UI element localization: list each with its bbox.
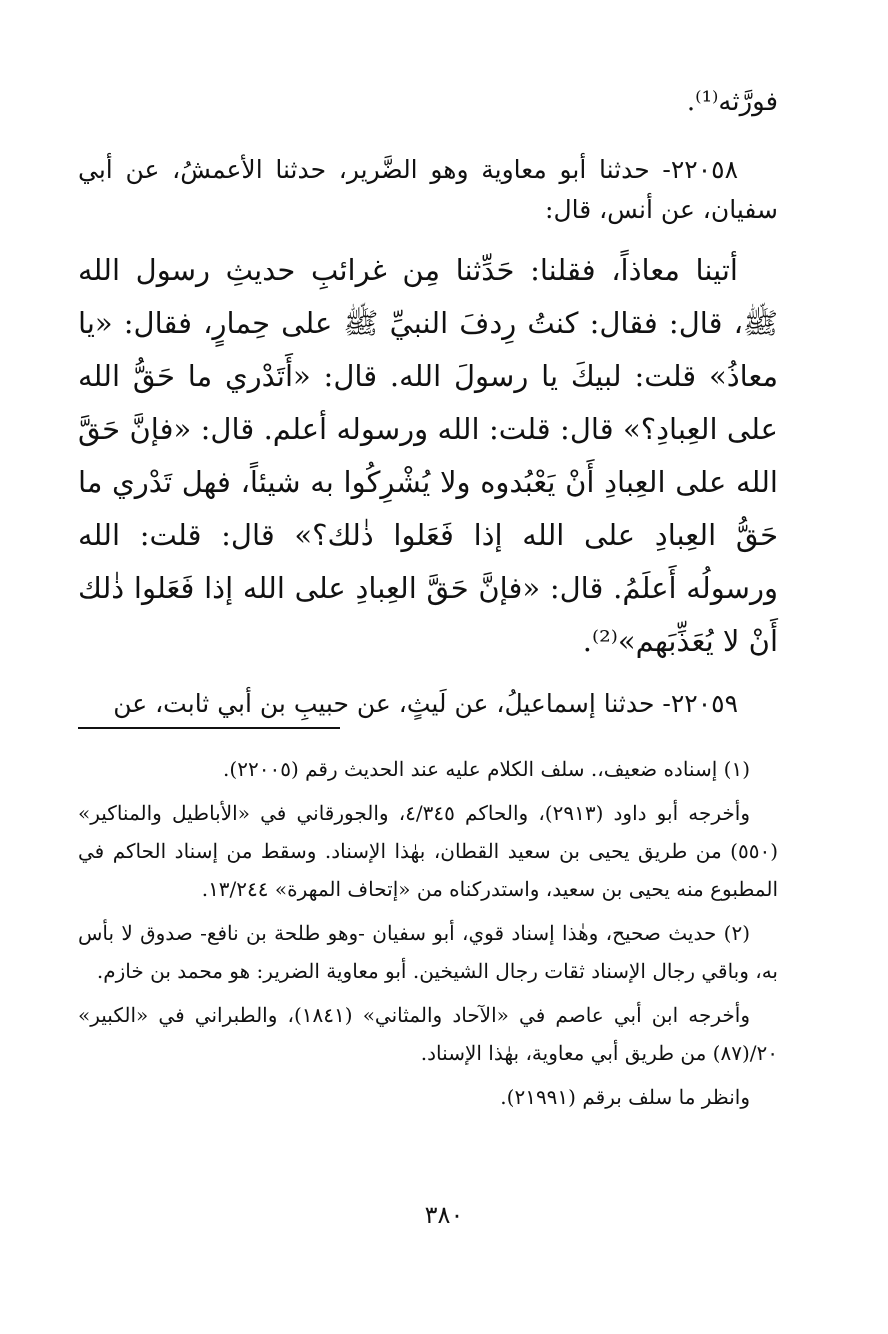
footnote-1: (١) إسناده ضعيف،. سلف الكلام عليه عند الحديث رقم (٢٢٠٠٥). [223, 757, 750, 781]
footnotes [78, 750, 778, 1122]
page-number: ٣٨٠ [424, 1201, 464, 1229]
footnote-2-see-also: وانظر ما سلف برقم (٢١٩٩١). [500, 1085, 750, 1109]
footnote-2-sources: وأخرجه ابن أبي عاصم في «الآحاد والمثاني» (١٨٤١)، والطبراني في «الكبير» ٢٠/(٨٧) من طريق أبي معاوية، بهٰذا الإسناد. [78, 1003, 778, 1065]
hadith-22059-isnad: ٢٢٠٥٩- حدثنا إسماعيلُ، عن لَيثٍ، عن حبيبِ بن أبي ثابت، عن [113, 689, 738, 718]
footnote-2: (٢) حديث صحيح، وهٰذا إسناد قوي، أبو سفيان -وهو طلحة بن نافع- صدوق لا بأس به، وباقي رجال الإسناد ثقات رجال الشيخين. أبو معاوية الضرير: هو محمد بن خازم. [78, 921, 778, 983]
page-content [78, 82, 778, 1334]
footnote-separator [78, 727, 340, 729]
hadith-22058-isnad: ٢٢٠٥٨- حدثنا أبو معاوية وهو الضَّرير، حدثنا الأعمشُ، عن أبي سفيان، عن أنس، قال: [78, 155, 778, 224]
footnote-1-sources: وأخرجه أبو داود (٢٩١٣)، والحاكم ٤/٣٤٥، والجورقاني في «الأباطيل والمناكير» (٥٥٠) من طريق يحيى بن سعيد القطان، بهٰذا الإسناد. وسقط من إسناد الحاكم في المطبوع منه يحيى بن سعيد، واستدركناه من «إتحاف المهرة» ١٣/٢٤٤. [78, 801, 778, 901]
continuation-line: فورَّثه⁽¹⁾. [686, 87, 778, 117]
hadith-22058-matn: أتينا معاذاً، فقلنا: حَدِّثنا مِن غرائبِ حديثِ رسول الله ﷺ، قال: فقال: كنتُ رِدفَ النبيِّ ﷺ على حِمارٍ، فقال: «يا معاذُ» قلت: لبيكَ يا رسولَ الله. قال: «أَتَدْري ما حَقُّ الله على العِبادِ؟» قال: قلت: الله ورسوله أعلم. قال: «فإنَّ حَقَّ الله على العِبادِ أَنْ يَعْبُدوه ولا يُشْرِكُوا به شيئاً، فهل تَدْري ما حَقُّ العِبادِ على الله إذا فَعَلوا ذٰلك؟» قال: قلت: الله ورسولُه أَعلَمُ. قال: «فإنَّ حَقَّ العِبادِ على الله إذا فَعَلوا ذٰلك أَنْ لا يُعَذِّبَهم»⁽²⁾. [78, 253, 778, 658]
